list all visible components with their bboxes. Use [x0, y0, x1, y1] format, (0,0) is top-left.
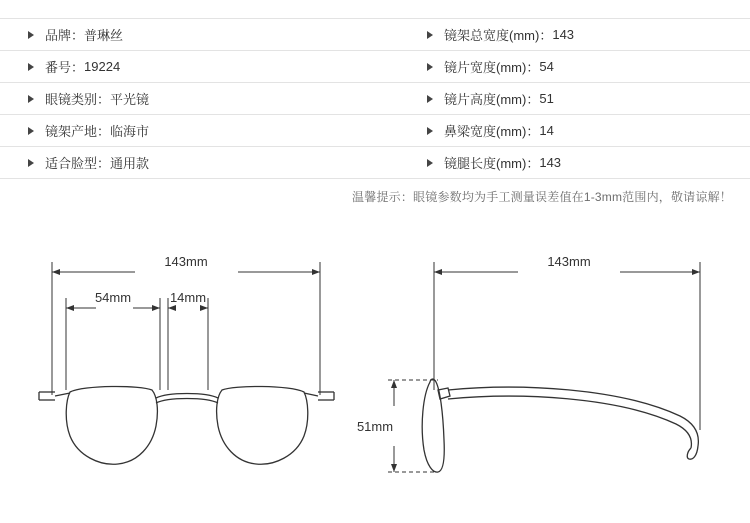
- spec-label: 番号: [45, 60, 72, 75]
- spec-separator: ：: [71, 28, 85, 43]
- spec-item-brand: [0, 19, 375, 50]
- triangle-right-icon: [28, 63, 34, 71]
- triangle-right-icon: [28, 95, 34, 103]
- spec-value: 19224: [84, 59, 121, 74]
- spec-separator: ：: [539, 28, 553, 43]
- spec-label: 鼻梁宽度(mm): [444, 124, 527, 139]
- front-total-width-dimension: [52, 262, 320, 395]
- triangle-right-icon: [427, 159, 433, 167]
- table-row: [0, 147, 750, 179]
- spec-value: 普琳丝: [84, 28, 124, 43]
- spec-label: 镜架产地: [45, 124, 98, 139]
- spec-value: 临海市: [110, 124, 150, 139]
- spec-value: 54: [539, 59, 554, 74]
- spec-item-lens-width: [375, 51, 750, 82]
- front-bridge-width-dimension: [168, 298, 208, 390]
- spec-value: 14: [539, 123, 554, 138]
- spec-item-lens-height: [375, 83, 750, 114]
- spec-label: 镜片高度(mm): [444, 92, 527, 107]
- glasses-front-drawing: [39, 386, 334, 464]
- glasses-measurement-diagrams: [0, 240, 750, 523]
- side-temple-length-label: 143mm: [547, 254, 591, 269]
- spec-separator: ：: [526, 156, 540, 171]
- table-row: [0, 83, 750, 115]
- table-row: [0, 51, 750, 83]
- spec-separator: ：: [526, 124, 540, 139]
- spec-separator: ：: [526, 60, 540, 75]
- spec-value: 平光镜: [110, 92, 150, 107]
- front-bridge-width-label: 14mm: [169, 290, 207, 305]
- spec-separator: ：: [97, 92, 111, 107]
- table-row: [0, 115, 750, 147]
- triangle-right-icon: [427, 95, 433, 103]
- spec-label: 眼镜类别: [45, 92, 98, 107]
- spec-item-frame-total-width: [375, 19, 750, 50]
- spec-value: 143: [539, 155, 562, 170]
- spec-separator: ：: [71, 60, 85, 75]
- spec-item-bridge-width: [375, 115, 750, 146]
- spec-label: 镜架总宽度(mm): [444, 28, 540, 43]
- triangle-right-icon: [28, 127, 34, 135]
- spec-separator: ：: [526, 92, 540, 107]
- spec-table: [0, 18, 750, 179]
- spec-item-frame-origin: [0, 115, 375, 146]
- triangle-right-icon: [427, 31, 433, 39]
- spec-item-face-shape: [0, 147, 375, 178]
- diagram-area: [0, 240, 750, 523]
- spec-item-glasses-category: [0, 83, 375, 114]
- warm-tip-text: 温馨提示：眼镜参数均为手工测量误差值在1-3mm范围内，敬请谅解！: [352, 190, 732, 204]
- front-lens-width-label: 54mm: [94, 290, 132, 305]
- spec-label: 品牌: [45, 28, 72, 43]
- side-temple-length-dimension: [434, 262, 700, 430]
- triangle-right-icon: [427, 63, 433, 71]
- spec-label: 适合脸型: [45, 156, 98, 171]
- spec-label: 镜片宽度(mm): [444, 60, 527, 75]
- spec-separator: ：: [97, 156, 111, 171]
- spec-value: 通用款: [110, 156, 150, 171]
- front-lens-width-dimension: [66, 298, 160, 390]
- triangle-right-icon: [28, 159, 34, 167]
- triangle-right-icon: [427, 127, 433, 135]
- spec-separator: ：: [97, 124, 111, 139]
- spec-label: 镜腿长度(mm): [444, 156, 527, 171]
- front-view-diagram: [39, 254, 334, 464]
- side-lens-height-label: 51mm: [356, 419, 394, 434]
- spec-value: 143: [552, 27, 575, 42]
- side-view-diagram: [357, 254, 700, 472]
- table-row: [0, 18, 750, 51]
- spec-item-temple-length: [375, 147, 750, 178]
- side-lens-height-extension-lines: [388, 380, 438, 472]
- triangle-right-icon: [28, 31, 34, 39]
- spec-item-model-number: [0, 51, 375, 82]
- front-total-width-label: 143mm: [164, 254, 208, 269]
- spec-value: 51: [539, 91, 554, 106]
- glasses-side-drawing: [422, 379, 698, 472]
